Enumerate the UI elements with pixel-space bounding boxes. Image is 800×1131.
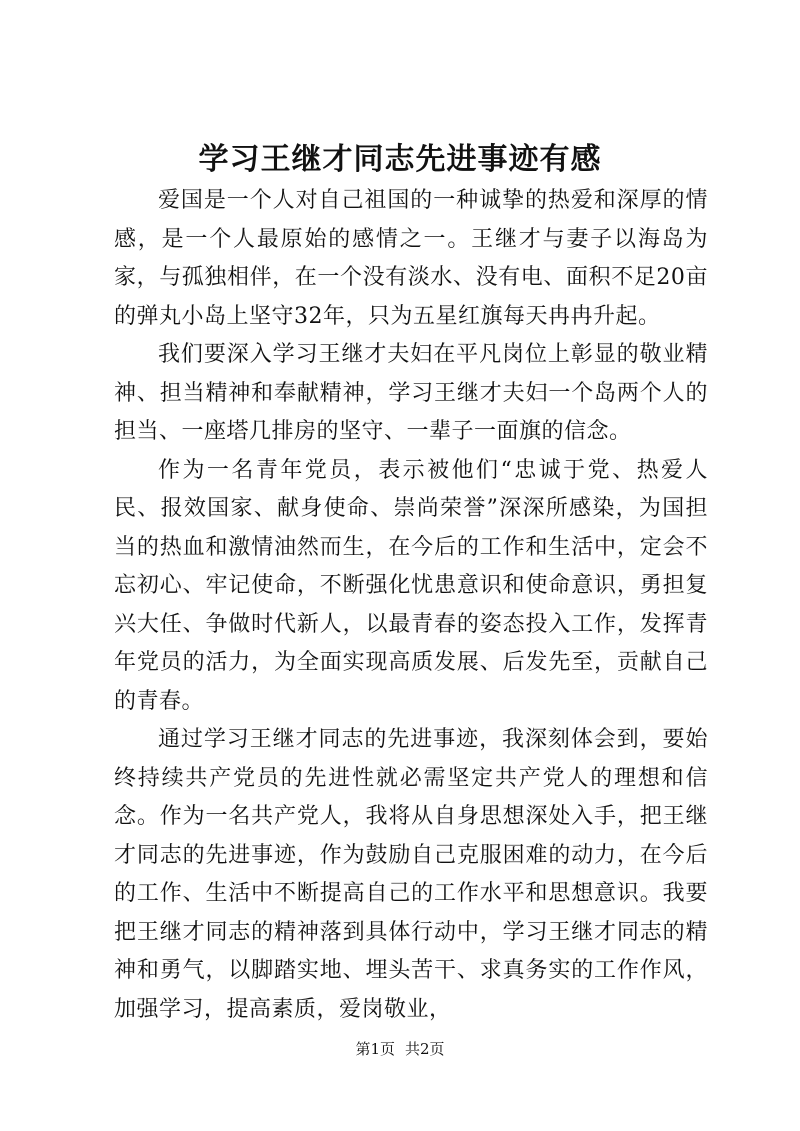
paragraph: 我们要深入学习王继才夫妇在平凡岗位上彰显的敬业精神、担当精神和奉献精神，学习王继才夫妇一个岛两个人的担当、一座塔几排房的坚守、一辈子一面旗的信念。	[114, 342, 708, 444]
page-number: 第1页	[355, 1040, 395, 1058]
paragraph: 爱国是一个人对自己祖国的一种诚挚的热爱和深厚的情感，是一个人最原始的感情之一。王继才与妻子以海岛为家，与孤独相伴，在一个没有淡水、没有电、面积不足20亩的弹丸小岛上坚守32年，只为五星红旗每天冉冉升起。	[114, 188, 708, 329]
document-body	[114, 182, 708, 1029]
page-total: 共2页	[405, 1040, 445, 1058]
page-footer	[0, 1038, 800, 1060]
paragraph: 作为一名青年党员，表示被他们“忠诚于党、热爱人民、报效国家、献身使命、崇尚荣誉”深深所感染，为国担当的热血和激情油然而生，在今后的工作和生活中，定会不忘初心、牢记使命，不断强化忧患意识和使命意识，勇担复兴大任、争做时代新人，以最青春的姿态投入工作，发挥青年党员的活力，为全面实现高质发展、后发先至，贡献自己的青春。	[114, 457, 708, 714]
document-title: 学习王继才同志先进事迹有感	[198, 142, 602, 177]
paragraph: 通过学习王继才同志的先进事迹，我深刻体会到，要始终持续共产党员的先进性就必需坚定共产党人的理想和信念。作为一名共产党人，我将从自身思想深处入手，把王继才同志的先进事迹，作为鼓励自己克服困难的动力，在今后的工作、生活中不断提高自己的工作水平和思想意识。我要把王继才同志的精神落到具体行动中，学习王继才同志的精神和勇气，以脚踏实地、埋头苦干、求真务实的工作作风，加强学习，提高素质，爱岗敬业，	[114, 727, 708, 1022]
